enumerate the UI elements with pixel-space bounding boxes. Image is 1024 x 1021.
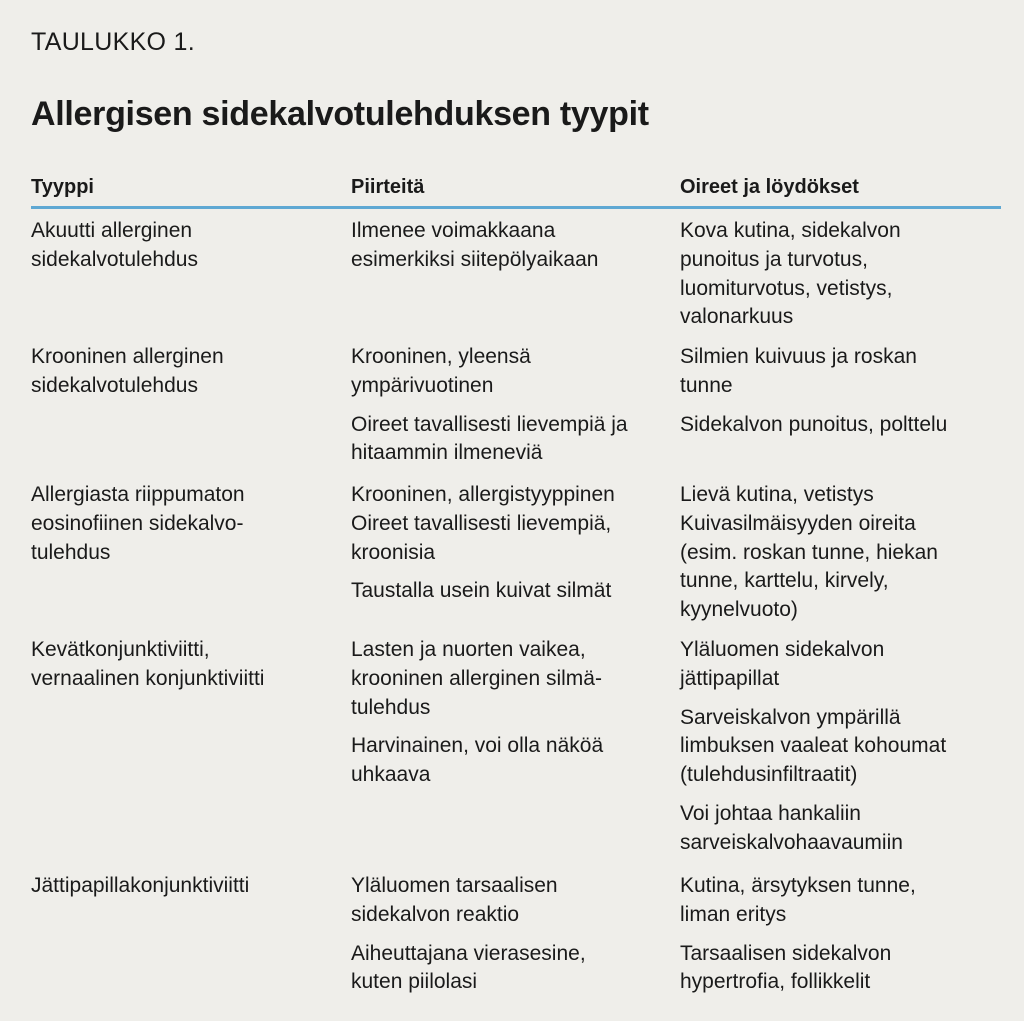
symptoms-cell: Lievä kutina, vetistys Kuivasilmäisyyden oireita (esim. roskan tunne, hiekan tunne, karttelu, kirvely, kyynelvuoto) (680, 483, 938, 622)
table-row (31, 636, 1001, 872)
type-cell: Allergiasta riippumaton eosinofiinen sidekalvo-tulehdus (31, 483, 245, 564)
type-cell: Jättipapillakonjunktiviitti (31, 874, 250, 897)
column-header-type: Tyyppi (31, 176, 94, 198)
features-cell: Lasten ja nuorten vaikea, krooninen allerginen silmä-tulehdus Harvinainen, voi olla näköä uhkaava (351, 638, 604, 787)
symptoms-cell: Silmien kuivuus ja roskan tunne Sidekalvon punoitus, polttelu (680, 345, 948, 436)
type-cell: Akuutti allerginen sidekalvotulehdus (31, 219, 198, 271)
features-cell: Krooninen, allergistyyppinen Oireet tavallisesti lievempiä, kroonisia Taustalla usein kuivat silmät (351, 483, 615, 603)
table-row (31, 481, 1001, 636)
features-cell: Krooninen, yleensä ympärivuotinen Oireet tavallisesti lievempiä ja hitaammin ilmeneviä (351, 345, 628, 465)
table-title: Allergisen sidekalvotulehduksen tyypit (31, 95, 649, 133)
type-cell: Kevätkonjunktiviitti, vernaalinen konjunktiviitti (31, 638, 265, 690)
types-table (31, 174, 1001, 997)
table-header (31, 174, 1001, 209)
table-row (31, 872, 1001, 997)
symptoms-cell: Yläluomen sidekalvon jättipapillat Sarveiskalvon ympärillä limbuksen vaaleat kohoumat (tulehdusinfiltraatit) Voi johtaa hankaliin sarveiskalvohaavaumiin (680, 638, 947, 854)
table-kicker: TAULUKKO 1. (31, 28, 195, 56)
symptoms-cell: Kova kutina, sidekalvon punoitus ja turvotus, luomiturvotus, vetistys, valonarkuus (680, 219, 901, 329)
column-header-symptoms: Oireet ja löydökset (680, 176, 859, 198)
table-row (31, 209, 1001, 343)
type-cell: Krooninen allerginen sidekalvotulehdus (31, 345, 224, 397)
features-cell: Ilmenee voimakkaana esimerkiksi siitepölyaikaan (351, 219, 599, 271)
table-row (31, 343, 1001, 481)
features-cell: Yläluomen tarsaalisen sidekalvon reaktio Aiheuttajana vierasesine, kuten piilolasi (351, 874, 586, 994)
symptoms-cell: Kutina, ärsytyksen tunne, liman eritys Tarsaalisen sidekalvon hypertrofia, follikkelit (680, 874, 916, 994)
column-header-features: Piirteitä (351, 176, 425, 198)
